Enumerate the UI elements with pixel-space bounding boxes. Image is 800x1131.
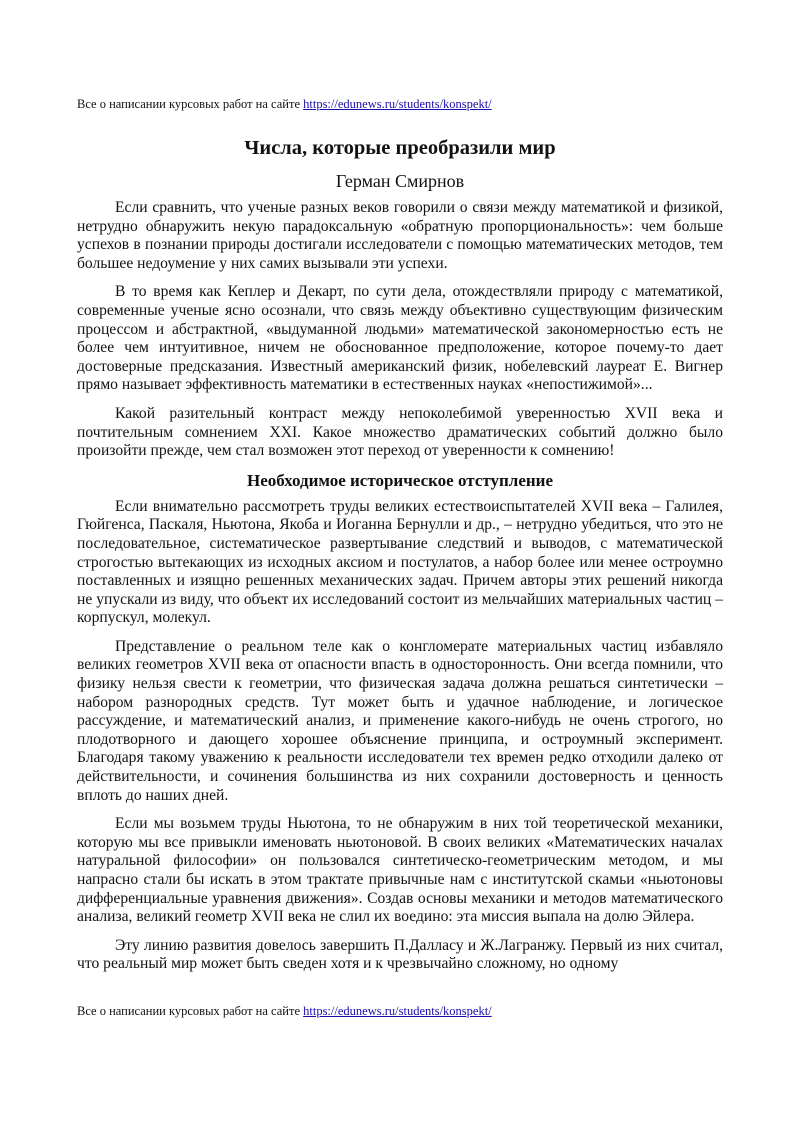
section-paragraph-4: Эту линию развития довелось завершить П.Далласу и Ж.Лагранжу. Первый из них считал, что реальный мир может быть сведен хотя и к чрезвычайно сложному, но одному — [77, 936, 723, 973]
article-author: Герман Смирнов — [335, 171, 465, 191]
footer-link[interactable]: https://edunews.ru/students/konspekt/ — [303, 1004, 492, 1018]
page-header — [77, 96, 492, 112]
paragraph-1: Если сравнить, что ученые разных веков говорили о связи между математикой и физикой, нетрудно обнаружить некую парадоксальную «обратную пропорциональность»: чем больше успехов в познании природы достигали исследователи с помощью математических методов, тем большее недоумение у них самих вызывали эти успехи. — [77, 199, 723, 272]
paragraph-3: Какой разительный контраст между непоколебимой уверенностью XVII века и почтительным сомнением XXI. Какое множество драматических событий должно было произойти прежде, чем стал возможен этот переход от уверенности к сомнению! — [77, 404, 723, 460]
header-text: Все о написании курсовых работ на сайте — [77, 97, 304, 111]
section-paragraph-3: Если мы возьмем труды Ньютона, то не обнаружим в них той теоретической механики, которую мы все привыкли именовать ньютоновой. В своих великих «Математических началах натуральной философии» он пользовался синтетическо-геометрическим методом, и мы напрасно стали бы искать в этом трактате привычные нам с институтской скамьи «ньютоновы дифференциальные уравнения движения». Создав основы механики и методов математического анализа, великий геометр XVII века не слил их воедино: эта миссия выпала на долю Эйлера. — [77, 815, 723, 926]
footer-text: Все о написании курсовых работ на сайте — [77, 1004, 304, 1018]
page-footer — [77, 1003, 492, 1019]
section-paragraph-2: Представление о реальном теле как о конгломерате материальных частиц избавляло великих геометров XVII века от опасности впасть в односторонность. Они всегда помнили, что физику нельзя свести к геометрии, что физическая задача должна решаться синтетически – набором разнородных средств. Тут может быть и удачное наблюдение, и логическое рассуждение, и математический анализ, и применение какого-нибудь не очень строгого, но плодотворного и дающего хорошее объяснение принципа, и остроумный эксперимент. Благодаря такому уважению к реальности исследователи тех времен редко отходили далеко от действительности, и сочинения большинства из них сохранили достоверность и ценность вплоть до наших дней. — [77, 637, 723, 804]
section-paragraph-1: Если внимательно рассмотреть труды великих естествоиспытателей XVII века – Галилея, Гюйгенса, Паскаля, Ньютона, Якоба и Иоганна Бернулли и др., – нетрудно убедиться, что это не последовательное, систематическое развертывание следствий и выводов, с математической строгостью вытекающих из исходных аксиом и постулатов, а набор более или менее остроумно поставленных и изящно решенных механических задач. Причем авторы этих решений никогда не упускали из виду, что объект их исследований состоит из мельчайших материальных частиц – корпускул, молекул. — [77, 497, 723, 627]
article — [77, 136, 723, 974]
article-title: Числа, которые преобразили мир — [244, 137, 556, 159]
paragraph-2: В то время как Кеплер и Декарт, по сути дела, отождествляли природу с математикой, современные ученые ясно осознали, что связь между объективно существующим физическим процессом и абстрактной, «выдуманной людьми» математической закономерностью есть не более чем интуитивное, ничем не обоснованное предположение, которое почему-то дает достоверные предсказания. Известный американский физик, нобелевский лауреат Е. Вигнер прямо называет эффективность математики в естественных науках «непостижимой»... — [77, 283, 723, 394]
header-link[interactable]: https://edunews.ru/students/konspekt/ — [303, 97, 492, 111]
section-heading: Необходимое историческое отступление — [246, 470, 554, 490]
